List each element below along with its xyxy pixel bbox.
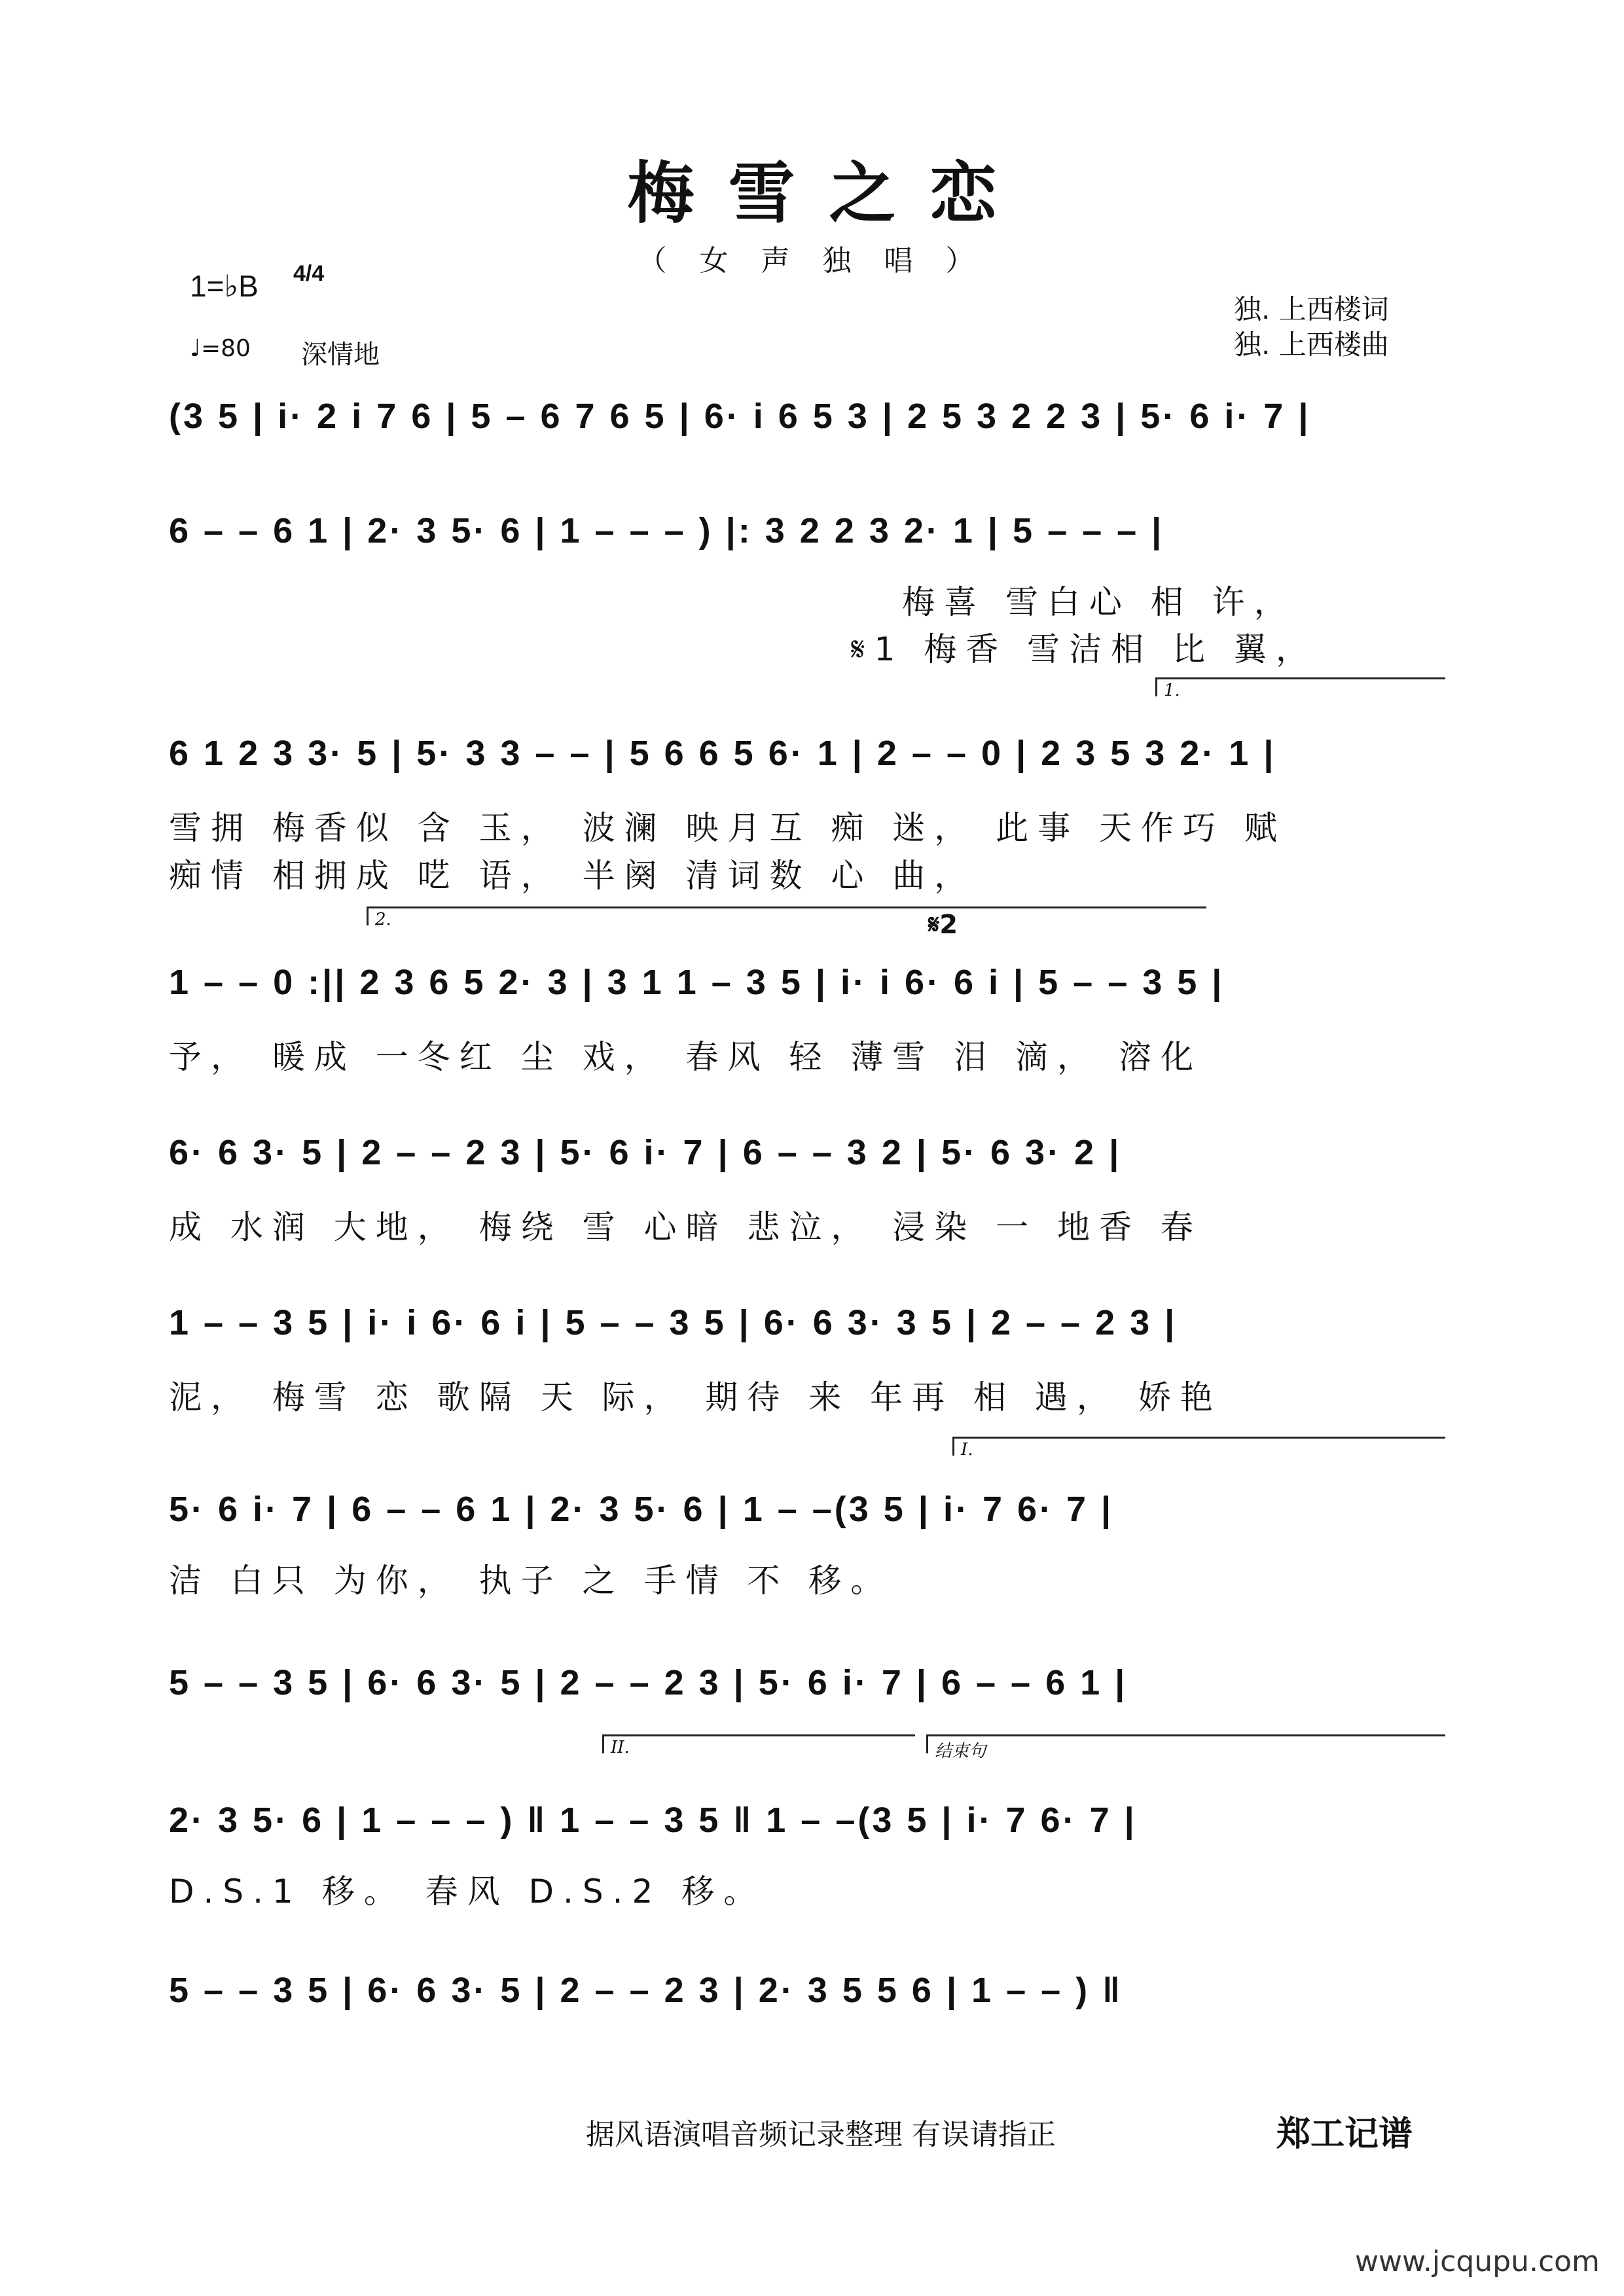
lyric-line: D.S.1 移。 春风 D.S.2 移。 — [169, 1873, 766, 1910]
site-watermark: www.jcqupu.com — [1355, 2245, 1600, 2278]
notation-line: 1 – – 3 5 | i· i 6· 6 i | 5 – – 3 5 | 6· 6 3· 3 5 | 2 – – 2 3 | — [169, 1303, 1178, 1342]
notation-line: 2· 3 5· 6 | 1 – – – ) ‖ 1 – – 3 5 ‖ 1 – –(3 5 | i· 7 6· 7 | — [169, 1801, 1137, 1840]
time-signature — [293, 262, 324, 285]
expression-mark: 深情地 — [301, 340, 380, 370]
tempo-mark: ♩=80 — [190, 335, 251, 362]
ending-bracket-4: II. — [602, 1734, 915, 1753]
composer-credit: 独. 上西楼曲 — [1234, 329, 1389, 361]
lyric-line: 𝄋1 梅香 雪洁相 比 翼， — [851, 630, 1318, 668]
notation-line: 6· 6 3· 5 | 2 – – 2 3 | 5· 6 i· 7 | 6 – – 3 2 | 5· 6 3· 2 | — [169, 1133, 1122, 1172]
time-signature-value: 4/4 — [293, 261, 325, 286]
lyric-line: 泥， 梅雪 恋 歌隔 天 际， 期待 来 年再 相 遇， 娇艳 — [169, 1378, 1222, 1416]
notation-line: 5· 6 i· 7 | 6 – – 6 1 | 2· 3 5· 6 | 1 – –(3 5 | i· 7 6· 7 | — [169, 1490, 1114, 1529]
transcriber-brand: 郑工记谱 — [1276, 2115, 1413, 2154]
song-subtitle: （ 女 声 独 唱 ） — [638, 244, 986, 278]
notation-line: 6 1 2 3 3· 5 | 5· 3 3 – – | 5 6 6 5 6· 1 | 2 – – 0 | 2 3 5 3 2· 1 | — [169, 734, 1276, 773]
notation-line: 5 – – 3 5 | 6· 6 3· 5 | 2 – – 2 3 | 2· 3 5 5 6 | 1 – – ) ‖ — [169, 1971, 1123, 2010]
lyric-line: 梅喜 雪白心 相 许， — [902, 583, 1296, 621]
lyricist-credit: 独. 上西楼词 — [1234, 293, 1389, 325]
notation-line: (3 5 | i· 2 i 7 6 | 5 – 6 7 6 5 | 6· i 6 5 3 | 2 5 3 2 2 3 | 5· 6 i· 7 | — [169, 397, 1311, 436]
lyric-line: 予， 暖成 一冬红 尘 戏， 春风 轻 薄雪 泪 滴， 溶化 — [169, 1038, 1202, 1076]
segno-2-mark: 𝄋2 — [928, 910, 958, 940]
ending-bracket-1: 1. — [1155, 677, 1445, 696]
song-title: 梅雪之恋 — [627, 155, 1031, 233]
transcription-note: 据风语演唱音频记录整理 有误请指正 — [586, 2118, 1056, 2151]
lyric-line: 成 水润 大地， 梅绕 雪 心暗 悲泣， 浸染 一 地香 春 — [169, 1208, 1202, 1246]
ending-bracket-2: 2. — [367, 906, 1206, 925]
coda-bracket: 结束句 — [926, 1734, 1445, 1753]
lyric-line: 洁 白只 为你， 执子 之 手情 不 移。 — [169, 1562, 893, 1600]
notation-line: 6 – – 6 1 | 2· 3 5· 6 | 1 – – – ) |: 3 2 2 3 2· 1 | 5 – – – | — [169, 511, 1164, 550]
notation-line: 5 – – 3 5 | 6· 6 3· 5 | 2 – – 2 3 | 5· 6 i· 7 | 6 – – 6 1 | — [169, 1663, 1128, 1702]
lyric-line: 痴情 相拥成 呓 语， 半阕 清词数 心 曲， — [169, 857, 977, 895]
key-signature: 1=♭B — [190, 269, 259, 303]
notation-line: 1 – – 0 :|| 2 3 6 5 2· 3 | 3 1 1 – 3 5 | i· i 6· 6 i | 5 – – 3 5 | — [169, 963, 1225, 1002]
lyric-line: 雪拥 梅香似 含 玉， 波澜 映月互 痴 迷， 此事 天作巧 赋 — [169, 809, 1286, 847]
ending-bracket-3: I. — [952, 1437, 1445, 1456]
